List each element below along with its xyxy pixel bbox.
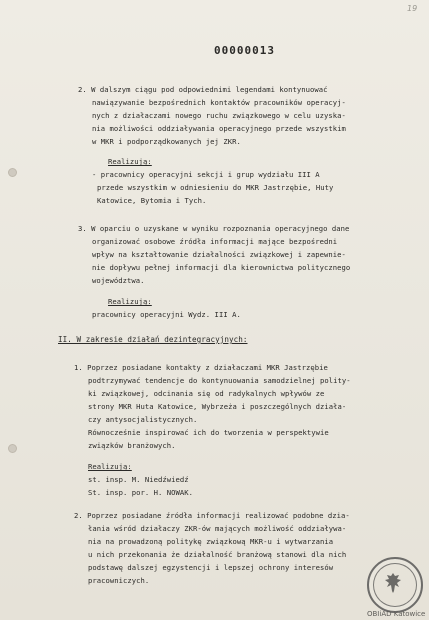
paragraph-line: łania wśród działaczy ZKR-ów mających możliwość oddziaływa- [88, 524, 347, 533]
paragraph-line: województwa. [92, 276, 145, 285]
punch-hole-top [8, 168, 17, 177]
paragraph-line: strony MKR Huta Katowice, Wybrzeża i poszczególnych działa- [88, 402, 347, 411]
punch-hole-bottom [8, 444, 17, 453]
paragraph-line: 2. W dalszym ciągu pod odpowiednimi legendami kontynuować [78, 85, 328, 94]
paragraph-line: organizować osobowe źródła informacji mające bezpośredni [92, 237, 338, 246]
paragraph-line: 3. W oparciu o uzyskane w wyniku rozpoznania operacyjnego dane [78, 224, 350, 233]
paragraph-line: podstawę dalszej egzystencji i lepszej ochrony interesów [88, 563, 334, 572]
paragraph-line: 1. Poprzez posiadane kontakty z działaczami MKR Jastrzębie [74, 363, 328, 372]
archive-stamp-seal [367, 557, 423, 613]
paragraph-line: wpływ na kształtowanie działalności związkowej i zapewnie- [92, 250, 346, 259]
realizuja-line: Katowice, Bytomia i Tych. [97, 196, 207, 205]
realizuja-label: Realizują: [108, 297, 152, 306]
realizuja-label: Realizują: [88, 462, 132, 471]
paragraph-line: pracowniczych. [88, 576, 150, 585]
realizuja-label: Realizują: [108, 157, 152, 166]
archive-label: OBIiAD Katowice [367, 610, 426, 618]
paragraph-line: w MKR i podporządkowanych jej ZKR. [92, 137, 241, 146]
paragraph-line: nia możliwości oddziaływania operacyjnego przede wszystkim [92, 124, 346, 133]
section-ii-heading: II. W zakresie działań dezintegracyjnych: [58, 335, 248, 344]
paragraph-line: u nich przekonania że działalność branżową stanowi dla nich [88, 550, 347, 559]
page-mark: 19 [407, 4, 418, 13]
paragraph-line: nawiązywanie bezpośrednich kontaktów pracowników operacyj- [92, 98, 346, 107]
paragraph-line: nie dopływu pełnej informacji dla kierownictwa politycznego [92, 263, 351, 272]
paragraph-line: czy antysocjalistycznych. [88, 415, 198, 424]
paragraph-line: ki związkowej, odcinania się od radykalnych wpływów ze [88, 389, 325, 398]
paragraph-line: związków branżowych. [88, 441, 176, 450]
realizuja-line: St. insp. por. H. NOWAK. [88, 488, 194, 497]
eagle-emblem-icon [383, 571, 403, 595]
realizuja-line: pracownicy operacyjni Wydz. III A. [92, 310, 241, 319]
paragraph-line: nia na prowadzoną politykę związkową MKR-u i wytwarzania [88, 537, 334, 546]
paragraph-line: Równocześnie inspirować ich do tworzenia w perspektywie [88, 428, 329, 437]
realizuja-line: przede wszystkim w odniesieniu do MKR Jastrzębie, Huty [97, 183, 334, 192]
realizuja-line: st. insp. M. Niedźwiedź [88, 475, 189, 484]
paragraph-line: nych z działaczami nowego ruchu związkowego w celu uzyska- [92, 111, 346, 120]
paragraph-line: 2. Poprzez posiadane źródła informacji realizować podobne dzia- [74, 511, 350, 520]
realizuja-line: - pracownicy operacyjni sekcji i grup wydziału III A [92, 170, 320, 179]
document-number: 00000013 [214, 44, 275, 57]
paragraph-line: podtrzymywać tendencje do kontynuowania samodzielnej polity- [88, 376, 351, 385]
